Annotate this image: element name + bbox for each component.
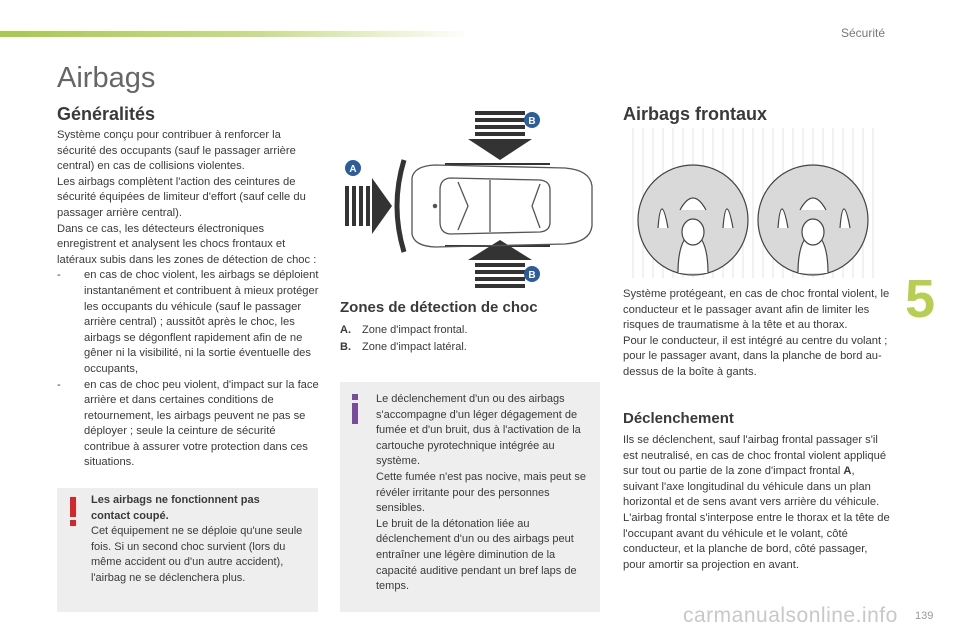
generalites-paragraph: Les airbags complètent l'action des ceintures de sécurité équipées de limiteur d'effort (sauf celle du passager arrière central).	[57, 175, 306, 219]
declenchement-title: Déclenchement	[623, 410, 734, 427]
driver-airbag	[638, 165, 748, 275]
zones-title: Zones de détection de choc	[340, 299, 538, 316]
zone-key: A.	[340, 324, 351, 336]
badge-b-label: B	[528, 270, 536, 281]
info-text	[376, 392, 594, 595]
generalites-paragraph: Dans ce cas, les détecteurs électroniques enregistrent et analysent les chocs frontaux et latéraux subis dans les zones de détection de choc :	[57, 222, 317, 266]
page-number: 139	[915, 610, 934, 622]
arrow-lateral-top	[468, 111, 532, 160]
generalites-bullet	[57, 268, 319, 377]
page-title: Airbags	[57, 62, 156, 94]
warning-body: Cet équipement ne se déploie qu'une seule fois. Si un second choc survient (lors du même accident ou d'un autre accident), l'airbag ne se déclenchera plus.	[91, 525, 303, 584]
bullet-text: en cas de choc peu violent, d'impact sur la face arrière et dans certaines conditions de retournement, les airbags peuvent ne pas se déployer ; seule la ceinture de sécurité contribue à assurer votre protection dans ces situations.	[84, 378, 319, 469]
header-accent-bar	[0, 31, 470, 37]
chapter-number: 5	[905, 269, 936, 329]
zone-item	[340, 339, 467, 356]
frontal-airbags-illustration	[628, 128, 878, 278]
section-name: Sécurité	[840, 26, 885, 40]
declenchement-paragraph: L'airbag frontal s'interpose entre le thorax et la tête de l'occupant avant du véhicule et le volant, côté conducteur, et la planche de bord, côté passager, pour amortir sa projection en avant.	[623, 511, 890, 571]
generalites-bullet	[57, 378, 319, 472]
badge-a	[345, 160, 361, 176]
bullet-dash: -	[57, 378, 61, 391]
info-box	[340, 382, 600, 612]
generalites-title: Généralités	[57, 104, 156, 124]
frontaux-paragraph: Pour le conducteur, il est intégré au centre du volant ; pour le passager avant, dans la planche de bord au-dessus de la boîte à gants.	[623, 334, 888, 378]
frontaux-body	[623, 287, 891, 381]
frontaux-title: Airbags frontaux	[623, 104, 768, 124]
warning-text	[91, 493, 306, 587]
info-paragraph: Le bruit de la détonation liée au déclenchement d'un ou des airbags peut entraîner une légère diminution de la capacité auditive pendant un bref laps de temps.	[376, 517, 577, 593]
zone-label: Zone d'impact frontal.	[362, 324, 468, 336]
zones-list	[340, 322, 467, 356]
info-paragraph: Cette fumée n'est pas nocive, mais peut se révéler irritante pour des personnes sensibles.	[376, 470, 586, 515]
badge-b-label: B	[528, 116, 536, 127]
generalites-paragraph: Système conçu pour contribuer à renforcer la sécurité des occupants (sauf le passager arrière central) en cas de collisions violentes.	[57, 129, 296, 173]
declenchement-text: Ils se déclenchent, sauf l'airbag frontal passager s'il est neutralisé, en cas de choc frontal violent appliqué sur tout ou partie de la zone d'impact frontal	[623, 434, 887, 478]
car-impact-zones-diagram	[340, 108, 605, 294]
bullet-dash: -	[57, 269, 61, 282]
declenchement-text: , suivant l'axe longitudinal du véhicule dans un plan horizontal et de sens avant vers arrière du véhicule.	[623, 465, 880, 509]
generalites-body	[57, 128, 319, 471]
warning-title: contact coupé.	[91, 509, 169, 522]
arrow-frontal	[345, 178, 392, 234]
badge-b-bottom	[524, 266, 540, 282]
frontaux-paragraph: Système protégeant, en cas de choc frontal violent, le conducteur et le passager avant afin de limiter les risques de traumatisme à la tête et au thorax.	[623, 288, 890, 332]
zone-key: B.	[340, 341, 351, 353]
frontal-zone-bracket	[397, 160, 404, 252]
zone-label: Zone d'impact latéral.	[362, 341, 467, 353]
declenchement-body	[623, 433, 891, 573]
warning-box	[57, 488, 318, 612]
warning-title: Les airbags ne fonctionnent pas	[91, 494, 260, 506]
car-top-view	[412, 165, 592, 247]
passenger-airbag	[758, 165, 868, 275]
badge-b-top	[524, 112, 540, 128]
info-paragraph: Le déclenchement d'un ou des airbags s'accompagne d'un léger dégagement de fumée et d'un bruit, dus à l'activation de la cartouche pyrotechnique intégrée au système.	[376, 393, 581, 468]
exclamation-icon	[69, 497, 77, 527]
bullet-text: en cas de choc violent, les airbags se déploient instantanément et contribuent à mieux protéger les occupants du véhicule (sauf le passager arrière central) ; aussitôt après le choc, les airbags se dégonflent rapidement afin de ne gêner ni la visibilité, ni la sortie éventuelle des occupants,	[84, 269, 319, 375]
declenchement-paragraph	[623, 433, 891, 511]
info-icon	[349, 394, 361, 424]
zone-item	[340, 322, 467, 339]
badge-a-label: A	[349, 164, 357, 175]
zone-a-reference: A	[843, 465, 852, 478]
watermark: carmanualsonline.info	[683, 604, 898, 627]
arrow-lateral-bottom	[468, 240, 532, 288]
